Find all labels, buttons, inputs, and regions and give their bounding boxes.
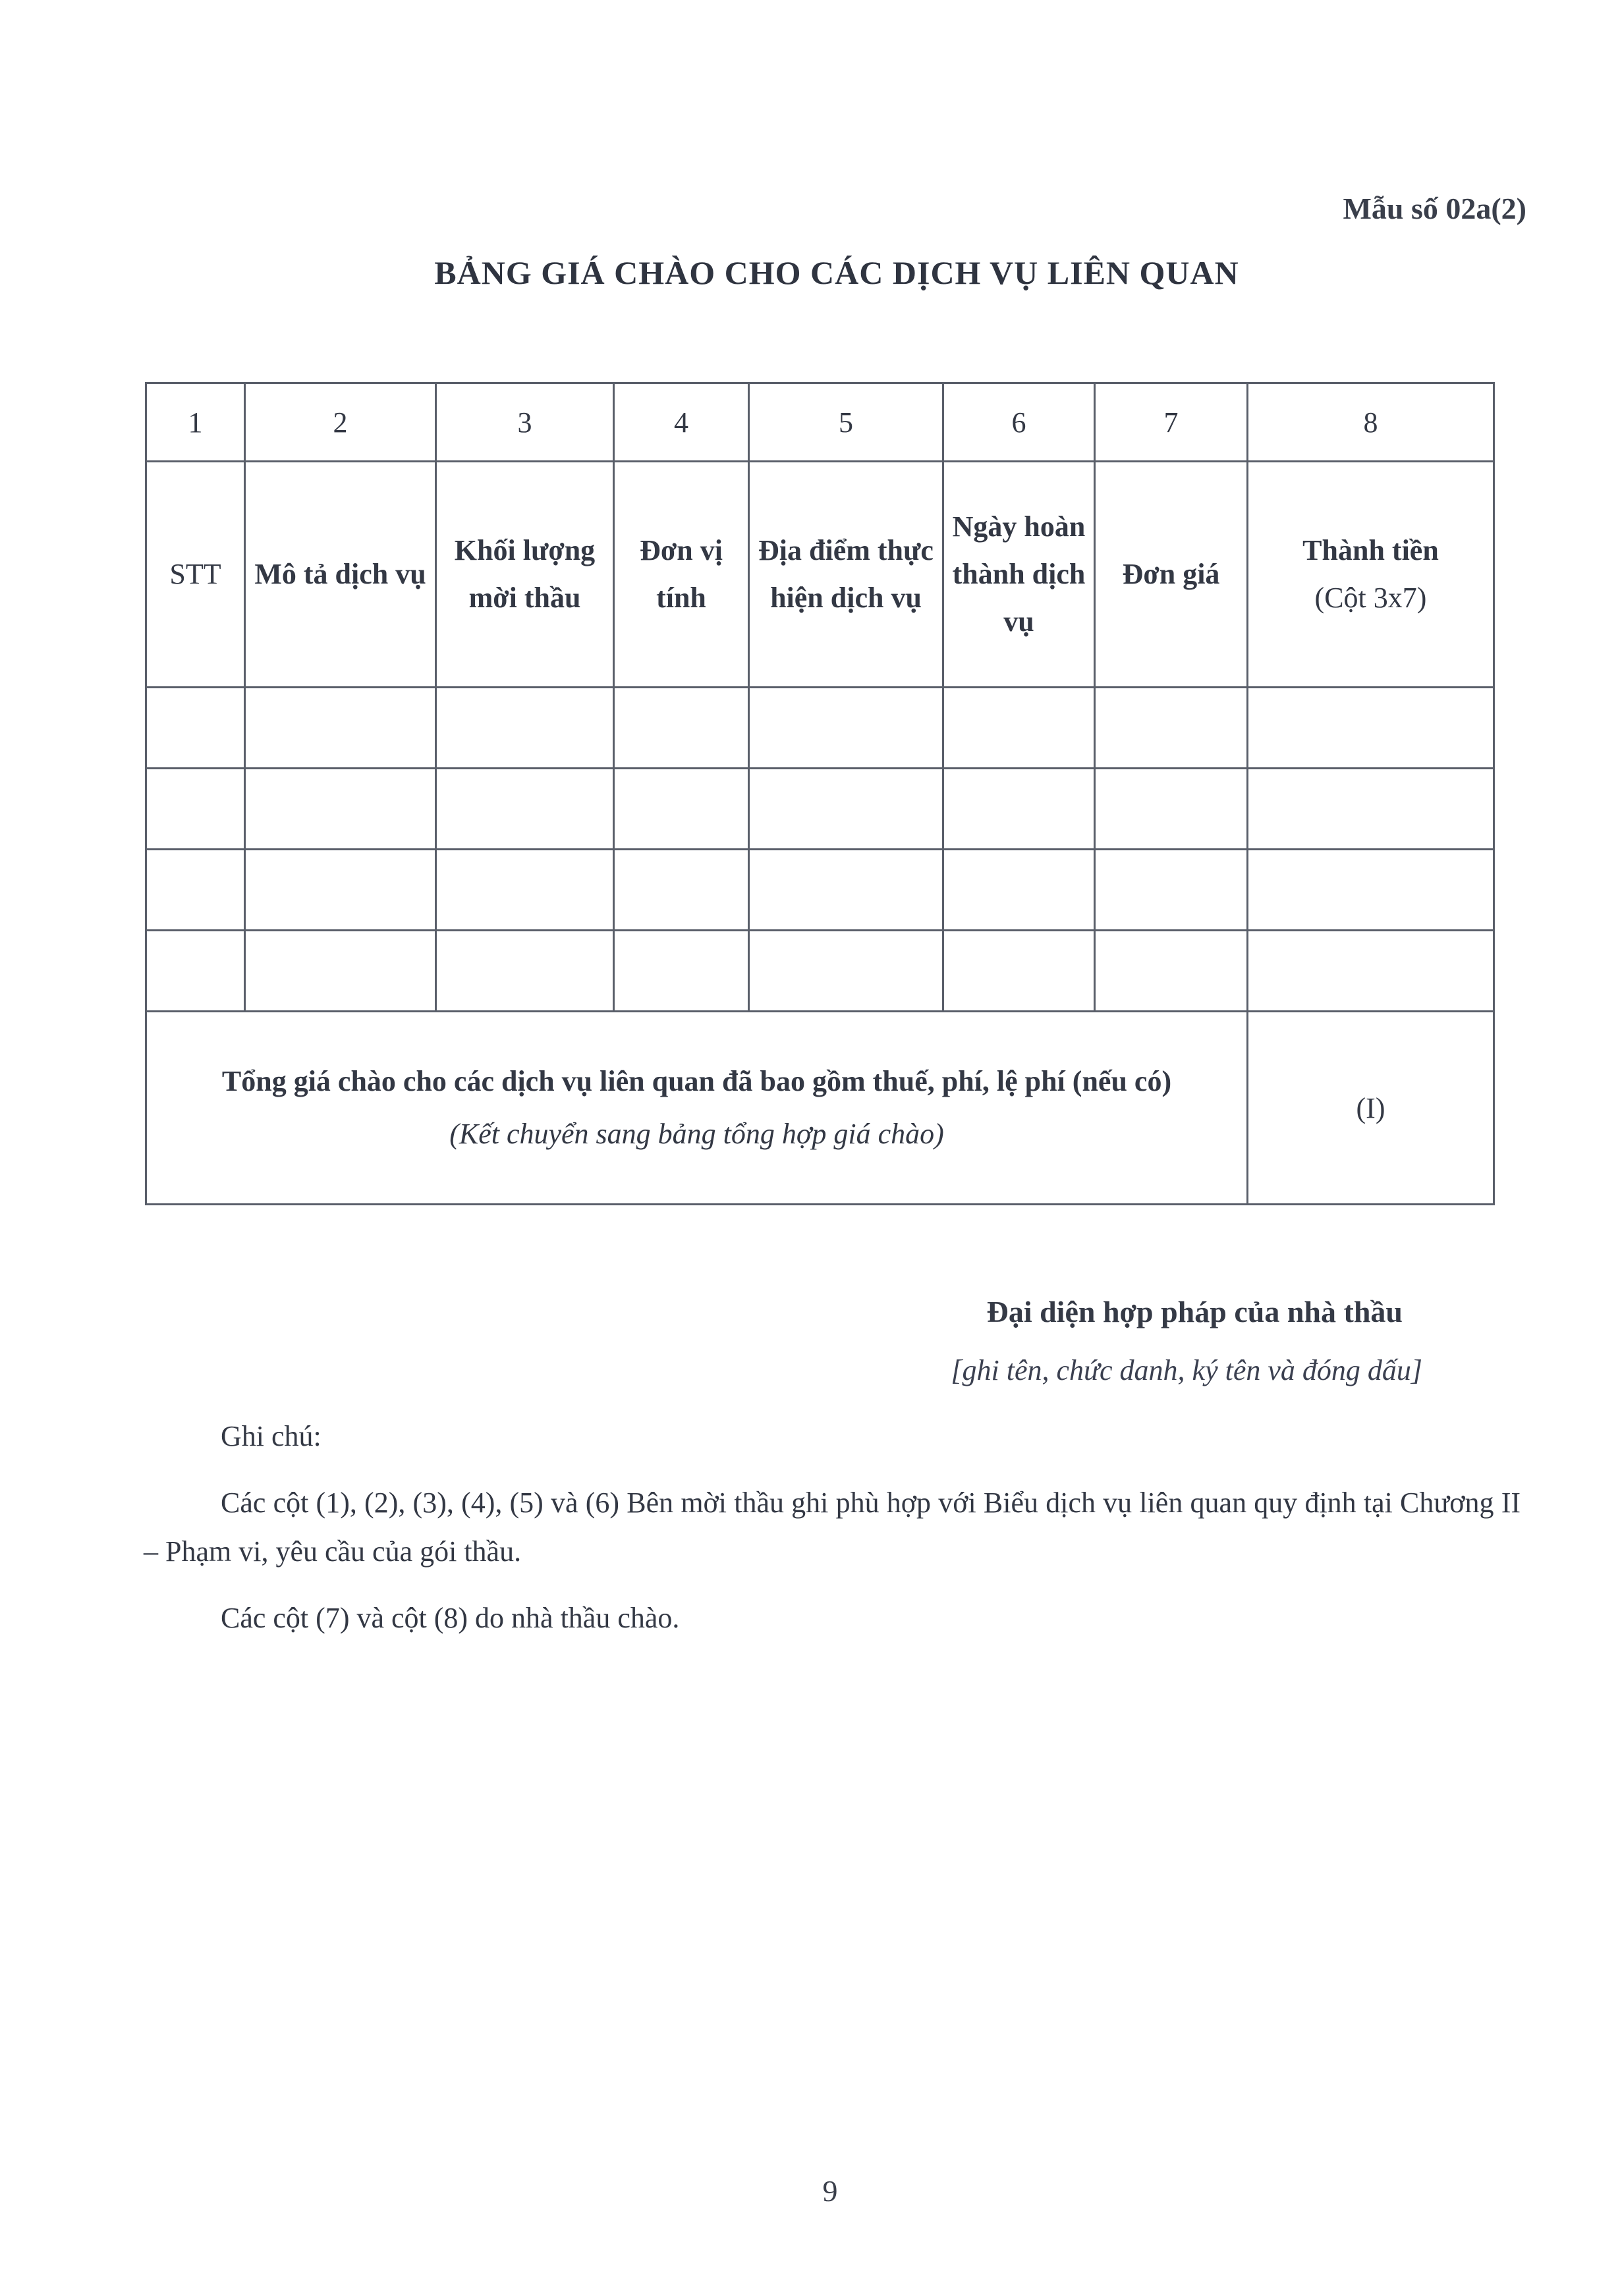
column-number: 3 (436, 383, 614, 462)
document-title: BẢNG GIÁ CHÀO CHO CÁC DỊCH VỤ LIÊN QUAN (434, 254, 1239, 291)
form-code: Mẫu số 02a(2) (1343, 192, 1526, 225)
table-cell (749, 931, 943, 1012)
table-cell (245, 769, 436, 850)
table-cell (1248, 688, 1494, 769)
table-cell (245, 850, 436, 931)
price-table (145, 382, 1495, 1205)
column-header-completion-date: Ngày hoàn thành dịch vụ (943, 462, 1095, 688)
table-row (146, 688, 1494, 769)
column-header-description: Mô tả dịch vụ (245, 462, 436, 688)
column-number: 7 (1095, 383, 1248, 462)
table-cell (614, 850, 749, 931)
table-cell (943, 931, 1095, 1012)
table-row (146, 931, 1494, 1012)
column-number: 5 (749, 383, 943, 462)
column-header-stt: STT (146, 462, 245, 688)
table-cell (614, 769, 749, 850)
table-cell (614, 931, 749, 1012)
page-number: 9 (822, 2174, 838, 2208)
table-cell (436, 688, 614, 769)
total-row (146, 1012, 1494, 1205)
amount-formula: (Cột 3x7) (1314, 582, 1427, 614)
note-columns-1-6: Các cột (1), (2), (3), (4), (5) và (6) Bên mời thầu ghi phù hợp với Biểu dịch vụ liên quan quy định tại Chương II – Phạm vi, yêu cầu của gói thầu. (144, 1487, 1521, 1568)
table-cell (1095, 688, 1248, 769)
table-cell (614, 688, 749, 769)
table-cell (146, 850, 245, 931)
column-header-amount (1248, 462, 1494, 688)
table-cell (245, 688, 436, 769)
table-cell (749, 688, 943, 769)
table-cell (146, 769, 245, 850)
column-number-row (146, 383, 1494, 462)
column-header-row (146, 462, 1494, 688)
table-cell (436, 931, 614, 1012)
note-columns-7-8: Các cột (7) và cột (8) do nhà thầu chào. (221, 1602, 680, 1634)
table-cell (1248, 769, 1494, 850)
signature-instruction: [ghi tên, chức danh, ký tên và đóng dấu] (951, 1354, 1422, 1386)
total-label-cell (146, 1012, 1248, 1205)
column-number: 1 (146, 383, 245, 462)
table-cell (436, 850, 614, 931)
total-label: Tổng giá chào cho các dịch vụ liên quan đã bao gồm thuế, phí, lệ phí (nếu có) (221, 1065, 1172, 1097)
table-cell (943, 688, 1095, 769)
table-cell (245, 931, 436, 1012)
total-value: (I) (1248, 1012, 1494, 1205)
table-cell (436, 769, 614, 850)
table-cell (1095, 769, 1248, 850)
column-header-location: Địa điểm thực hiện dịch vụ (749, 462, 943, 688)
table-cell (1248, 850, 1494, 931)
table-cell (1095, 931, 1248, 1012)
table-cell (943, 769, 1095, 850)
table-cell (146, 688, 245, 769)
column-number: 8 (1248, 383, 1494, 462)
column-number: 4 (614, 383, 749, 462)
table-cell (1248, 931, 1494, 1012)
total-note: (Kết chuyển sang bảng tổng hợp giá chào) (449, 1118, 944, 1150)
table-cell (1095, 850, 1248, 931)
table-row (146, 769, 1494, 850)
column-number: 2 (245, 383, 436, 462)
table-row (146, 850, 1494, 931)
column-header-quantity: Khối lượng mời thầu (436, 462, 614, 688)
amount-label: Thành tiền (1302, 534, 1439, 566)
table-cell (146, 931, 245, 1012)
column-number: 6 (943, 383, 1095, 462)
table-cell (749, 850, 943, 931)
table-cell (749, 769, 943, 850)
table-cell (943, 850, 1095, 931)
notes-heading: Ghi chú: (221, 1420, 321, 1452)
column-header-unit-price: Đơn giá (1095, 462, 1248, 688)
column-header-unit: Đơn vị tính (614, 462, 749, 688)
representative-title: Đại diện hợp pháp của nhà thầu (986, 1295, 1403, 1328)
